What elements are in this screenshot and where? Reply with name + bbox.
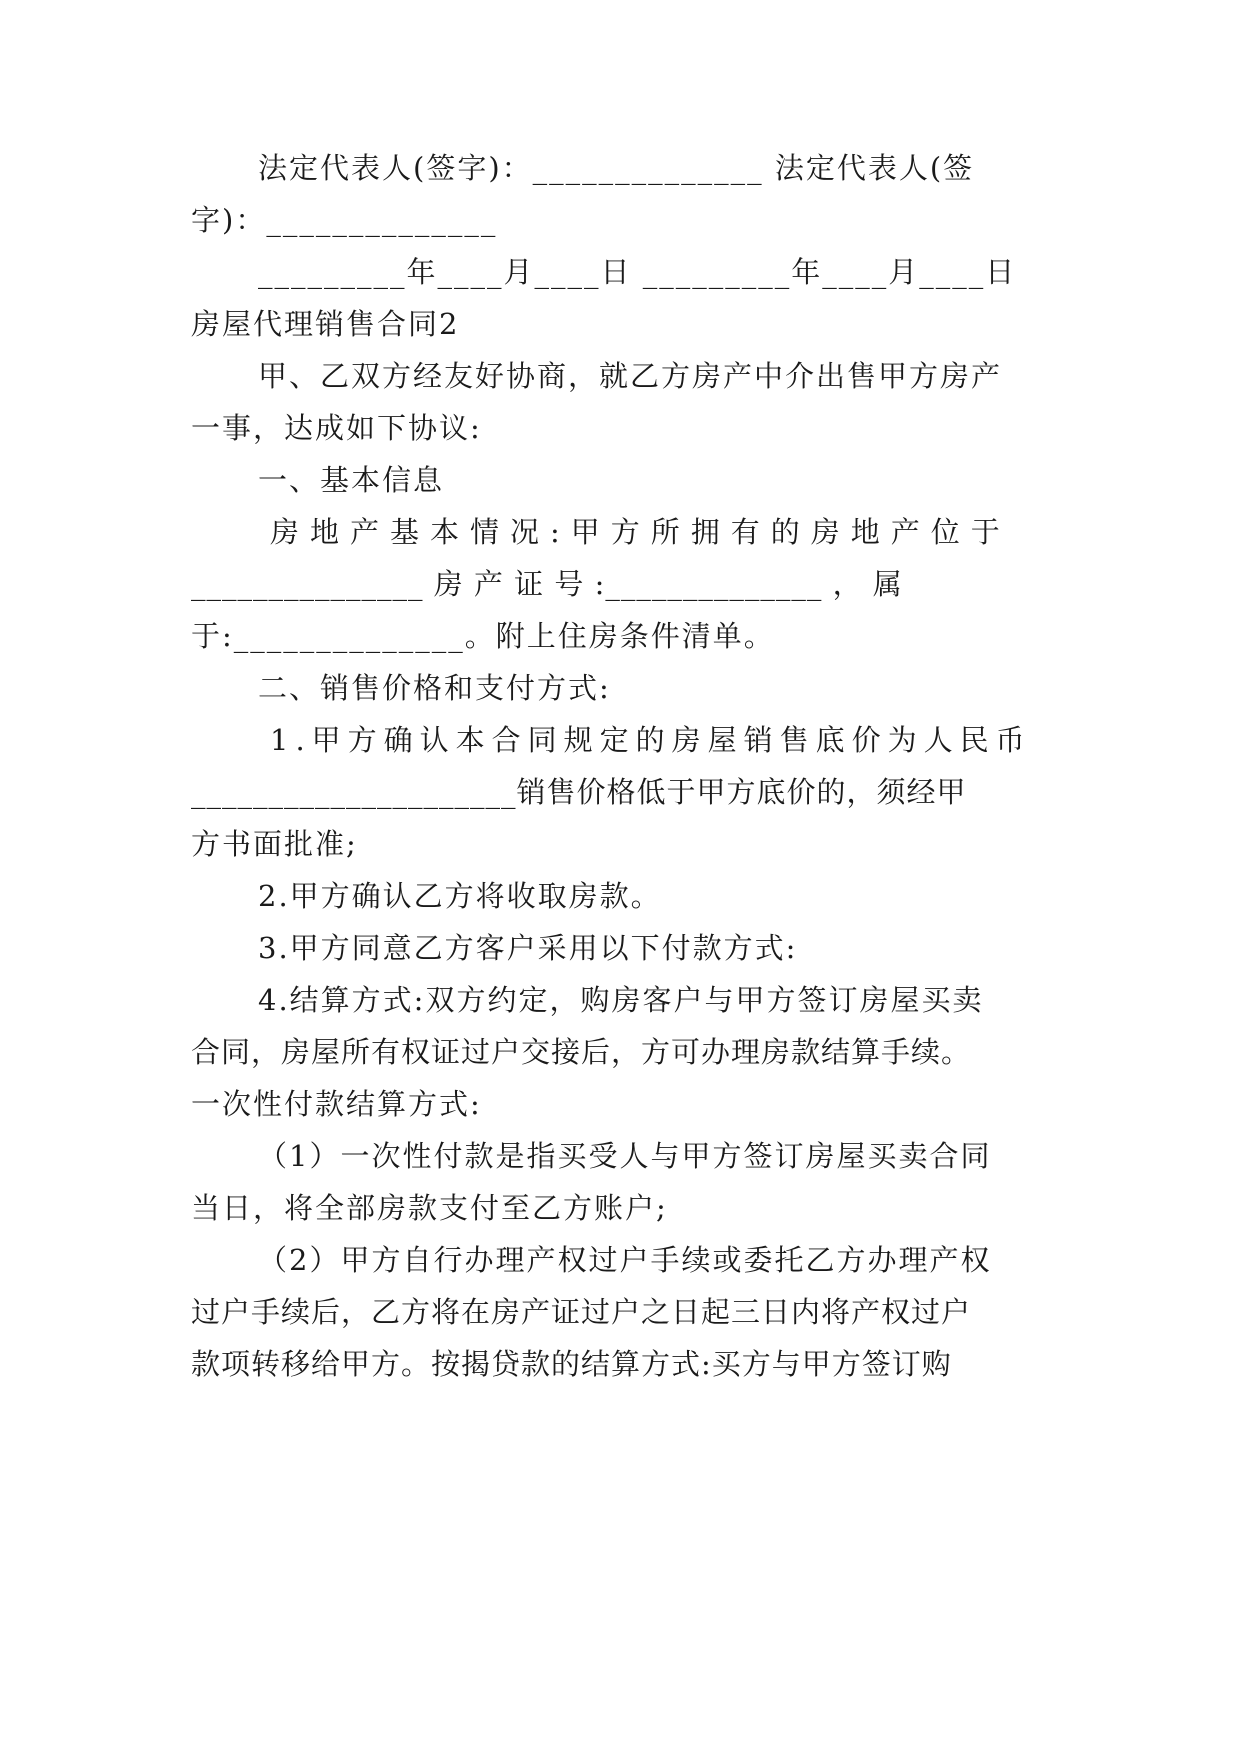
text-line: 于:______________。附上住房条件清单。 (191, 619, 775, 653)
text-line: 1.甲方确认本合同规定的房屋销售底价为人民币 (270, 723, 1032, 757)
text-line: 款项转移给甲方。按揭贷款的结算方式:买方与甲方签订购 (191, 1347, 952, 1381)
text-line: 一次性付款结算方式: (191, 1087, 482, 1121)
text-line: 当日，将全部房款支付至乙方账户; (191, 1191, 668, 1225)
text-line: 一事，达成如下协议: (191, 411, 482, 445)
text-line: 字)：______________ (191, 203, 498, 237)
text-line: 2.甲方确认乙方将收取房款。 (258, 879, 662, 913)
text-line: _________年____月____日 _________年____月____日 (258, 255, 1017, 289)
text-line: 房地产基本情况:甲方所拥有的房地产位于 (270, 515, 1011, 549)
text-line: 3.甲方同意乙方客户采用以下付款方式: (258, 931, 798, 965)
text-line: 方书面批准; (191, 827, 358, 861)
text-line: 法定代表人(签字)：______________ 法定代表人(签 (258, 151, 975, 185)
text-line: 过户手续后，乙方将在房产证过户之日起三日内将产权过户 (191, 1295, 972, 1329)
text-line: _____________________销售价格低于甲方底价的，须经甲 (191, 775, 967, 809)
section-heading: 二、销售价格和支付方式: (258, 671, 611, 705)
text-line: （1）一次性付款是指买受人与甲方签订房屋买卖合同 (258, 1139, 992, 1173)
text-line: 4.结算方式:双方约定，购房客户与甲方签订房屋买卖 (258, 983, 984, 1017)
text-line: 甲、乙双方经友好协商，就乙方房产中介出售甲方房产 (258, 359, 1003, 393)
text-line: 合同，房屋所有权证过户交接后，方可办理房款结算手续。 (191, 1035, 972, 1069)
section-title: 房屋代理销售合同2 (191, 307, 460, 341)
text-line: （2）甲方自行办理产权过户手续或委托乙方办理产权 (258, 1243, 992, 1277)
section-heading: 一、基本信息 (258, 463, 445, 497)
text-line: _______________ 房 产 证 号 :______________ ， 属 (191, 567, 903, 601)
